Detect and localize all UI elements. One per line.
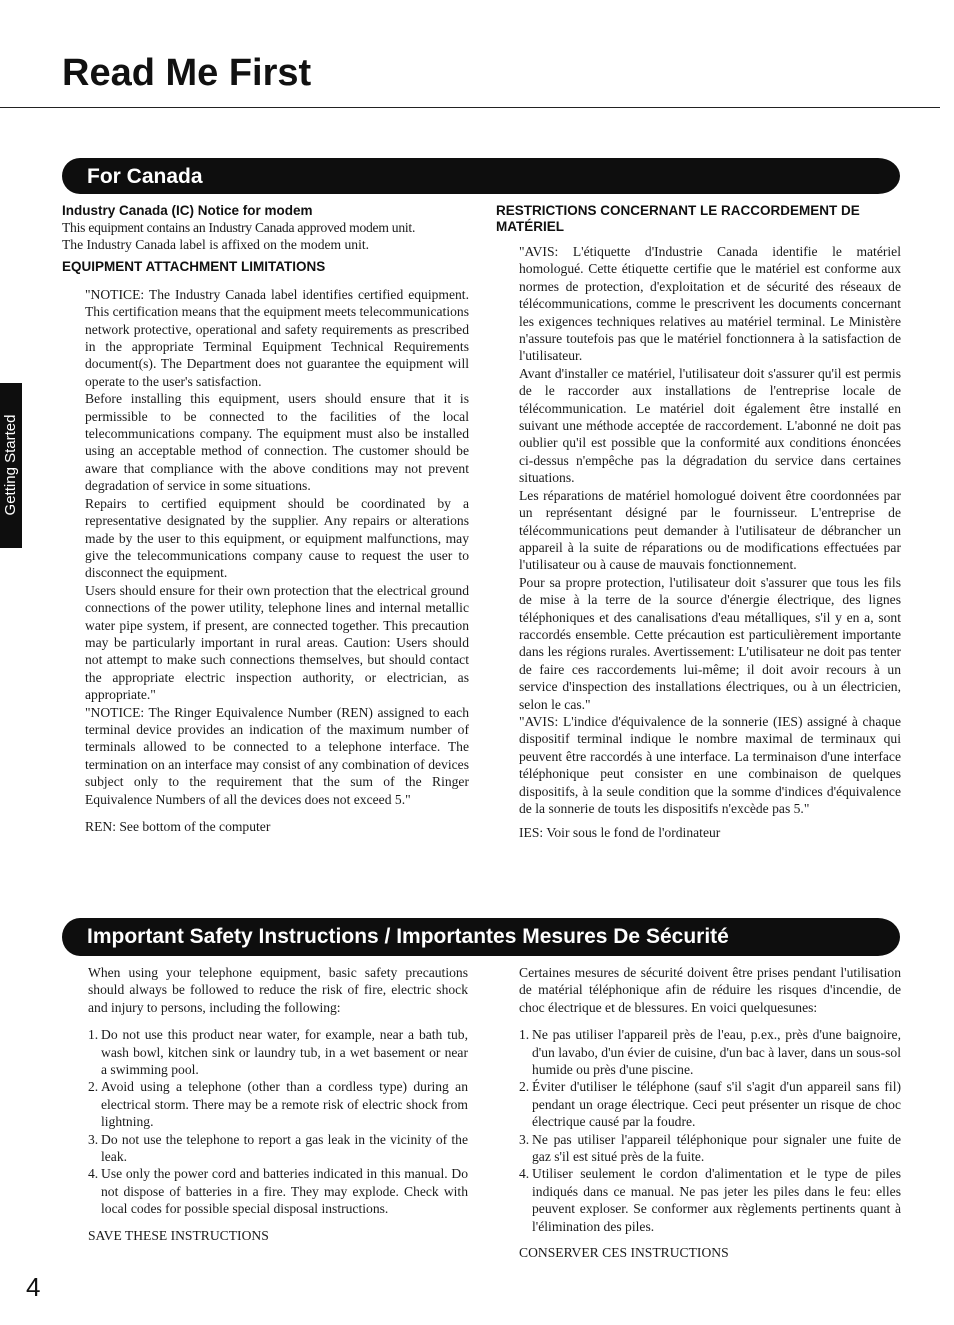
restrictions-heading: RESTRICTIONS CONCERNANT LE RACCORDEMENT DE MATÉRIEL — [496, 203, 860, 234]
list-item — [88, 1165, 468, 1217]
ic-notice-heading: Industry Canada (IC) Notice for modem — [62, 203, 313, 218]
equipment-limitations-heading: EQUIPMENT ATTACHMENT LIMITATIONS — [62, 258, 326, 274]
list-item-number: 3. — [88, 1131, 99, 1147]
banner-safety-label: Important Safety Instructions / Importantes Mesures De Sécurité — [87, 925, 729, 948]
ic-notice-text-2: The Industry Canada label is affixed on the modem unit. — [62, 237, 370, 253]
list-item-number: 2. — [88, 1079, 99, 1095]
list-item — [88, 1078, 468, 1130]
list-item-text: Do not use this product near water, for example, near a bath tub, wash bowl, kitchen sink or laundry tub, in a wet basement or near a swimming pool. — [101, 1027, 468, 1078]
list-item-number: 3. — [519, 1131, 530, 1147]
list-item-text: Use only the power cord and batteries indicated in this manual. Do not dispose of batteries in a fire. They may explode. Check with local codes for possible special disposal instructions. — [101, 1166, 468, 1217]
title-divider — [0, 107, 940, 108]
canada-fr-paragraph: "AVIS: L'étiquette d'Industrie Canada identifie le matériel homologué. Cette étiquette certifie que le matériel est conforme aux normes de protection, d'exploitation et de sécurité des réseaux de télécommunications, comme le prescrivent les documents concernant les exigences techniques relatives au matériel terminal. Le Ministère n'assure toutefois pas que le matériel fonctionnera à la satisfaction de l'utilisateur. — [519, 244, 901, 364]
ic-notice-text-1: This equipment contains an Industry Canada approved modem unit. — [62, 220, 416, 235]
page-number: 4 — [26, 1272, 41, 1302]
canada-fr-paragraph: Pour sa propre protection, l'utilisateur doit s'assurer que tous les fils de mise à la terre de la source d'énergie électrique, des lignes téléphoniques et des canalisations d'eau métalliques, s'il y en a, sont raccordés ensemble. Cette précaution est particulièrement importante dans les régions rurales. Avertissement: L'utilisateur ne doit pas tenter de faire ces raccordements lui-même; il doit avoir recours à un service d'inspection des installations électriques, ou à un électricien, selon le cas." — [519, 574, 901, 712]
list-item-number: 4. — [88, 1166, 99, 1182]
list-item-text: Éviter d'utiliser le téléphone (sauf s'il s'agit d'un appareil sans fil) pendant un orage électrique. Ceci peut présenter un risque de choc électrique causé par la foudre. — [532, 1079, 901, 1130]
section-banner-safety — [62, 918, 900, 956]
safety-left-column — [88, 964, 468, 1244]
safety-right-column — [519, 964, 901, 1262]
ren-note: REN: See bottom of the computer — [85, 819, 271, 834]
canada-en-paragraph: Repairs to certified equipment should be coordinated by a representative designated by the supplier. Any repairs or alterations made by the user to this equipment, or equipment malfunctions, may give the telecommunications company cause to request the user to disconnect the equipment. — [85, 495, 469, 581]
side-tab-label: Getting Started — [2, 414, 19, 516]
list-item — [519, 1165, 901, 1235]
canada-en-paragraph: "NOTICE: The Ringer Equivalence Number (REN) assigned to each terminal device provides an indication of the maximum number of terminals allowed to be connected to a telephone interface. The termination on an interface may consist of any combination of devices subject only to the requirement that the sum of the Ringer Equivalence Numbers of all the devices does not exceed 5." — [85, 704, 469, 807]
safety-en-list — [88, 1026, 468, 1217]
list-item-text: Ne pas utiliser l'appareil près de l'eau, p.ex., près d'une baignoire, d'un lavabo, d'un évier de cuisine, d'un bac à laver, dans un sous-sol humide ou près d'une piscine. — [532, 1027, 901, 1078]
list-item-text: Avoid using a telephone (other than a cordless type) during an electrical storm. There may be a remote risk of electric shock from lightning. — [101, 1079, 468, 1130]
conserver-instructions: CONSERVER CES INSTRUCTIONS — [519, 1245, 729, 1261]
list-item — [519, 1078, 901, 1130]
save-instructions: SAVE THESE INSTRUCTIONS — [88, 1227, 269, 1243]
list-item — [519, 1026, 901, 1078]
ies-note: IES: Voir sous le fond de l'ordinateur — [519, 825, 721, 841]
canada-fr-paragraph: Avant d'installer ce matériel, l'utilisateur doit s'assurer qu'il est permis de le raccorder aux installations de l'entreprise locale de télécommunication. Le matériel doit également être installé en suivant une méthode acceptée de raccordement. L'abonné ne doit pas oublier qu'il est possible que la conformité aux conditions énoncées ci-dessus n'empêche pas la dégradation du service dans certaines situations. — [519, 365, 901, 486]
safety-en-intro: When using your telephone equipment, basic safety precautions should always be followed to reduce the risk of fire, electric shock and injury to persons, including the following: — [88, 965, 468, 1015]
canada-right-column — [496, 203, 901, 842]
safety-fr-intro: Certaines mesures de sécurité doivent être prises pendant l'utilisation de matérial téléphonique afin de réduire les risques d'incendie, de choc électrique et de blessures. En voici quelquesunes: — [519, 965, 901, 1015]
list-item-text: Do not use the telephone to report a gas leak in the vicinity of the leak. — [101, 1131, 468, 1165]
banner-canada-label: For Canada — [87, 165, 203, 188]
list-item — [88, 1026, 468, 1078]
list-item-number: 4. — [519, 1166, 530, 1182]
canada-en-paragraph: Users should ensure for their own protection that the electrical ground connections of the power utility, telephone lines and internal metallic water pipe system, if present, are connected together. This precaution may be particularly important in rural areas. Caution: Users should not attempt to make such connections themselves, but should contact the appropriate electric inspection authority, or electrician, as appropriate." — [85, 582, 469, 703]
section-banner-canada — [62, 158, 900, 194]
list-item-text: Utiliser seulement le cordon d'alimentation et le type de piles indiqués dans ce manual. Ne pas jeter les piles dans le feu: elles peuvent exploser. Se conformer aux règlements pertinents quant à l'élimination des piles. — [532, 1166, 901, 1234]
list-item — [88, 1131, 468, 1166]
list-item-number: 1. — [88, 1027, 99, 1043]
safety-fr-list — [519, 1026, 901, 1235]
canada-left-column — [62, 203, 469, 835]
page-title: Read Me First — [62, 52, 312, 94]
list-item — [519, 1131, 901, 1166]
list-item-text: Ne pas utiliser l'appareil téléphonique pour signaler une fuite de gaz s'il est situé près de la fuite. — [532, 1131, 901, 1165]
canada-en-paragraph: "NOTICE: The Industry Canada label identifies certified equipment. This certification means that the equipment meets telecommunications network protective, operational and safety requirements as prescribed in the appropriate Terminal Equipment Technical Requirements document(s). The Department does not guarantee the equipment will operate to the user's satisfaction. — [85, 286, 469, 389]
canada-en-paragraph: Before installing this equipment, users should ensure that it is permissible to be connected to the facilities of the local telecommunications company. The equipment must also be installed using an acceptable method of connection. The customer should be aware that compliance with the above conditions may not prevent degradation of service in some situations. — [85, 391, 469, 494]
section-side-tab — [0, 383, 22, 548]
list-item-number: 2. — [519, 1079, 530, 1095]
canada-fr-paragraph: Les réparations de matériel homologué doivent être coordonnées par un représentant désigné par le fournisseur. L'entreprise de télécommunications peut demander à l'utilisateur de débrancher un appareil à la suite de réparations ou de modifications effectuées par l'utilisateur ou à cause de mauvais fonctionnement. — [519, 487, 901, 573]
canada-fr-paragraph: "AVIS: L'indice d'équivalence de la sonnerie (IES) assigné à chaque dispositif terminal indique le nombre maximal de terminaux qui peuvent être raccordés à une interface. La terminaison d'une interface téléphonique peut consister en une combinaison de quelques dispositifs, à la seule condition que la somme d'indices d'équivalence de la sonnerie de touts les dispositifs n'excède pas 5." — [519, 713, 901, 816]
list-item-number: 1. — [519, 1027, 530, 1043]
